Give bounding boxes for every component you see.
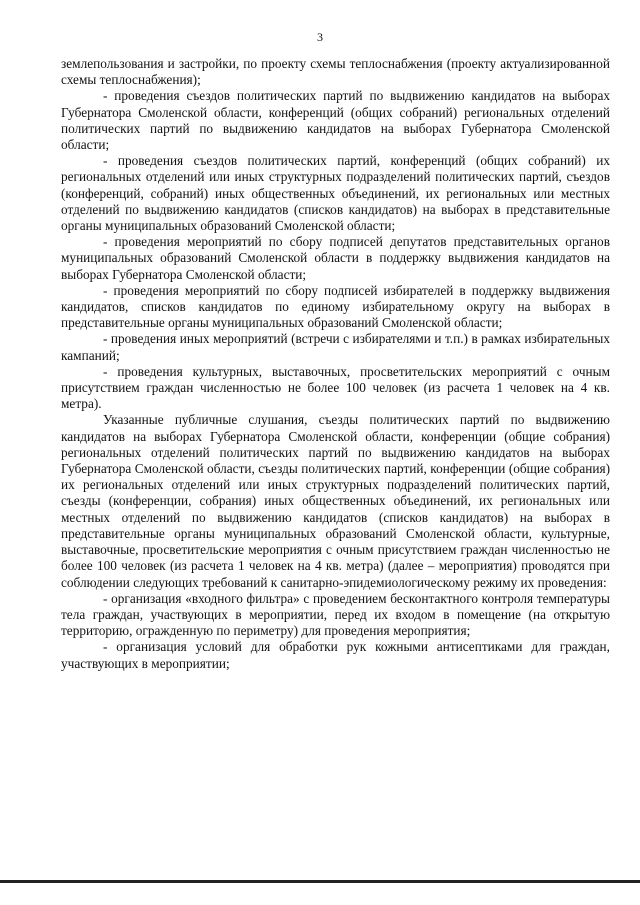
paragraph: - организация «входного фильтра» с проведением бесконтактного контроля температуры тела граждан, участвующих в мероприятии, перед их входом в помещение (на открытую территорию, огражденную по периметру) для проведения мероприятия; xyxy=(61,590,610,639)
paragraph: землепользования и застройки, по проекту схемы теплоснабжения (проекту актуализированной схемы теплоснабжения); xyxy=(61,56,610,88)
document-body xyxy=(61,56,610,672)
paragraph: - организация условий для обработки рук кожными антисептиками для граждан, участвующих в мероприятии; xyxy=(61,639,610,671)
paragraph: - проведения съездов политических партий по выдвижению кандидатов на выборах Губернатора Смоленской области, конференций (общих собраний) региональных отделений политических партий по выдвижению кандидатов на выборах Губернатора Смоленской области; xyxy=(61,88,610,153)
paragraph: - проведения культурных, выставочных, просветительских мероприятий с очным присутствием граждан численностью не более 100 человек (из расчета 1 человек на 4 кв. метра). xyxy=(61,363,610,412)
paragraph: - проведения иных мероприятий (встречи с избирателями и т.п.) в рамках избирательных кампаний; xyxy=(61,331,610,363)
paragraph: - проведения мероприятий по сбору подписей избирателей в поддержку выдвижения кандидатов, списков кандидатов по единому избирательному округу на выборах в представительные органы муниципальных образований Смоленской области; xyxy=(61,282,610,331)
page-bottom-border xyxy=(0,880,640,883)
paragraph: - проведения мероприятий по сбору подписей депутатов представительных органов муниципальных образований Смоленской области в поддержку выдвижения кандидатов на выборах Губернатора Смоленской области; xyxy=(61,234,610,282)
paragraph: Указанные публичные слушания, съезды политических партий по выдвижению кандидатов на выборах Губернатора Смоленской области, конференции (общие собрания) региональных отделений политических партий по выдвижению кандидатов на выборах Губернатора Смоленской области, съезды политических партий, конференции (общие собрания) их региональных отделений или иных структурных подразделений политических партий, съезды (конференции, собрания) иных общественных объединений, их региональных или местных отделений по выдвижению кандидатов (списков кандидатов) на выборах в представительные органы муниципальных образований Смоленской области, культурные, выставочные, просветительские мероприятия с очным присутствием граждан численностью не более 100 человек (из расчета 1 человек на 4 кв. метра) (далее – мероприятия) проводятся при соблюдении следующих требований к санитарно-эпидемиологическому режиму их проведения: xyxy=(61,412,610,590)
paragraph: - проведения съездов политических партий, конференций (общих собраний) их региональных отделений или иных структурных подразделений политических партий, съездов (конференций, собраний) иных общественных объединений, их региональных или местных отделений по выдвижению кандидатов (списков кандидатов) на выборах в представительные органы муниципальных образований Смоленской области; xyxy=(61,153,610,234)
page-number: 3 xyxy=(317,30,323,44)
